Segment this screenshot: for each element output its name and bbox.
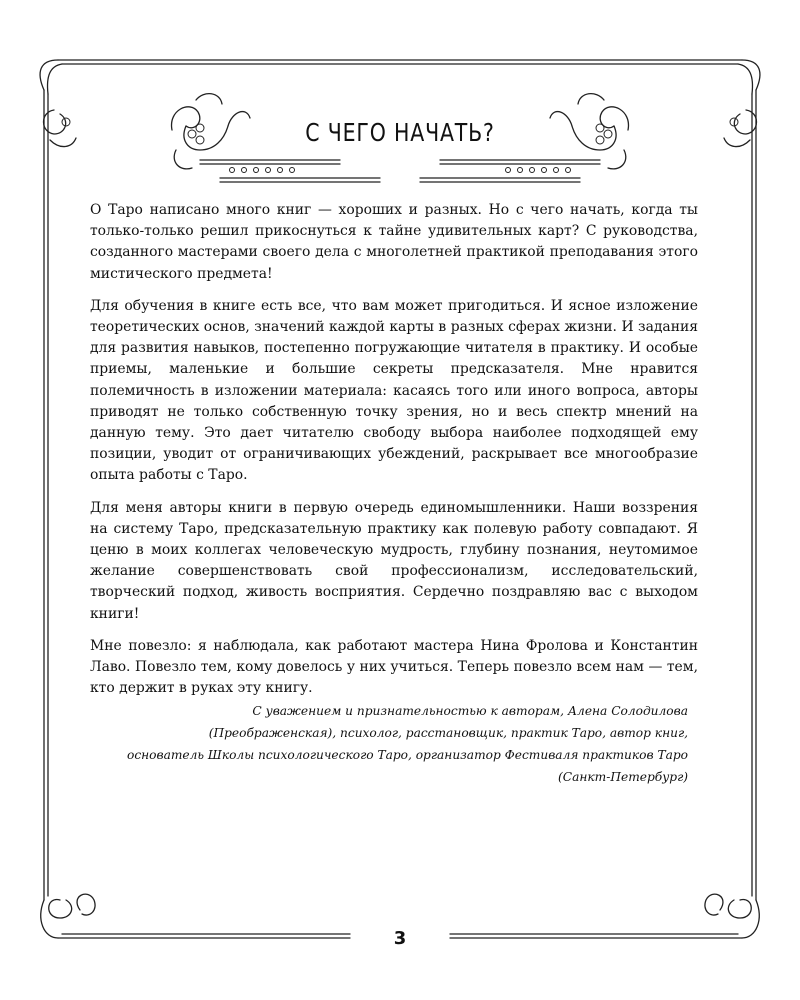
signature-line: С уважением и признательностью к авторам, Алена Солодилова [252,704,688,718]
signature-line: (Санкт-Петербург) [558,770,688,784]
page-number: 3 [393,928,407,949]
signature-line: основатель Школы психологического Таро, организатор Фестиваля практиков Таро [126,748,688,762]
paragraph: Для меня авторы книги в первую очередь единомышленники. Наши воззрения на систему Таро, предсказательную практику как полевую работу совпадают. Я ценю в моих коллегах человеческую мудрость, глубину познания, неутомимое желание совершенствовать свой профессионализм, исследовательский, творческий подход, живость восприятия. Сердечно поздравляю вас с выходом книги! [90,499,698,622]
paragraph: О Таро написано много книг — хороших и разных. Но с чего начать, когда ты только-только решил прикоснуться к тайне удивительных карт? С руководства, созданного мастерами своего дела с многолетней практикой преподавания этого мистического предмета! [90,202,698,282]
paragraph: Мне повезло: я наблюдала, как работают мастера Нина Фролова и Константин Лаво. Повезло тем, кому довелось у них учиться. Теперь повезло всем нам — тем, кто держит в руках эту книгу. [90,637,698,697]
signature-block [60,700,688,788]
paragraph: Для обучения в книге есть все, что вам может пригодиться. И ясное изложение теоретических основ, значений каждой карты в разных сферах жизни. И задания для развития навыков, постепенно погружающие читателя в практику. И особые приемы, маленькие и большие секреты предсказателя. Мне нравится полемичность в изложении материала: касаясь того или иного вопроса, авторы приводят не только собственную точку зрения, но и весь спектр мнений на данную тему. Это дает читателю свободу выбора наиболее подходящей ему позиции, уводит от ограничивающих убеждений, раскрывает все многообразие опыта работы с Таро. [90,297,698,484]
signature-line: (Преображенская), психолог, расстановщик, практик Таро, автор книг, [208,726,688,740]
page-title: С ЧЕГО НАЧАТЬ? [305,118,495,147]
article-body [90,200,698,710]
